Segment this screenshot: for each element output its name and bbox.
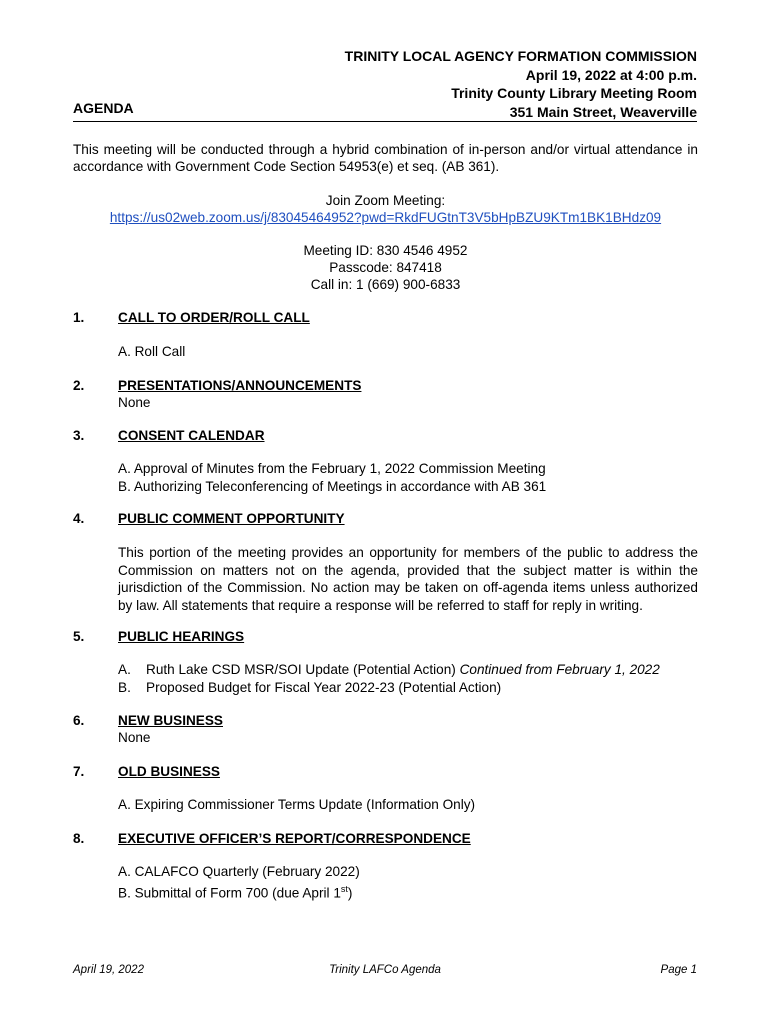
item-subitems bbox=[118, 343, 698, 361]
item-title: NEW BUSINESS bbox=[118, 713, 223, 728]
footer-date: April 19, 2022 bbox=[73, 964, 144, 976]
subitem bbox=[118, 661, 698, 679]
subitem-text: B. Submittal of Form 700 (due April 1 bbox=[118, 885, 341, 901]
item-number: 6. bbox=[73, 713, 85, 728]
item-title: PUBLIC COMMENT OPPORTUNITY bbox=[118, 511, 345, 526]
item-title: PRESENTATIONS/ANNOUNCEMENTS bbox=[118, 378, 362, 393]
intro-paragraph: This meeting will be conducted through a hybrid combination of in-person and/or virtual attendance in accordance with Government Code Section 54953(e) et seq. (AB 361). bbox=[73, 142, 698, 174]
header-divider bbox=[73, 121, 697, 122]
subitem-text-end: ) bbox=[347, 885, 353, 901]
item-subitems bbox=[118, 863, 698, 902]
subitem bbox=[118, 679, 698, 697]
zoom-join-label: Join Zoom Meeting: bbox=[325, 193, 446, 208]
item-title: OLD BUSINESS bbox=[118, 764, 220, 779]
subitem: A. Expiring Commissioner Terms Update (Information Only) bbox=[118, 797, 476, 812]
item-note-text: None bbox=[118, 395, 151, 410]
subitem: A. Approval of Minutes from the February 1, 2022 Commission Meeting bbox=[118, 461, 546, 476]
item-number: 2. bbox=[73, 378, 85, 393]
org-name: TRINITY LOCAL AGENCY FORMATION COMMISSION bbox=[344, 48, 697, 64]
subitem-text: Ruth Lake CSD MSR/SOI Update (Potential Action) bbox=[146, 662, 460, 677]
item-number: 1. bbox=[73, 310, 85, 325]
passcode: Passcode: 847418 bbox=[329, 260, 442, 275]
item-subitems bbox=[118, 460, 698, 495]
zoom-block bbox=[73, 192, 698, 226]
item-number: 7. bbox=[73, 764, 85, 779]
meeting-info bbox=[73, 242, 698, 293]
footer-page-number: Page 1 bbox=[660, 964, 697, 976]
meeting-address: 351 Main Street, Weaverville bbox=[509, 103, 697, 120]
subitem-superscript: st bbox=[340, 883, 348, 894]
item-title: EXECUTIVE OFFICER’S REPORT/CORRESPONDENCE bbox=[118, 831, 471, 846]
item-number: 4. bbox=[73, 511, 85, 526]
footer-title: Trinity LAFCo Agenda bbox=[329, 964, 441, 976]
item-note bbox=[118, 729, 698, 747]
item-number: 3. bbox=[73, 428, 85, 443]
item-title: CONSENT CALENDAR bbox=[118, 428, 265, 443]
item-description: This portion of the meeting provides an opportunity for members of the public to address the Commission on matters not on the agenda, provided that the subject matter is within the jurisdiction of the Commission. No action may be taken on off-agenda items unless authorized by law. All statements that require a response will be referred to staff for reply in writing. bbox=[118, 545, 698, 613]
item-subitems bbox=[118, 796, 698, 814]
item-note-text: None bbox=[118, 730, 151, 745]
subitem: B. Authorizing Teleconferencing of Meetings in accordance with AB 361 bbox=[118, 478, 547, 494]
item-title: CALL TO ORDER/ROLL CALL bbox=[118, 310, 310, 325]
subitem: A. CALAFCO Quarterly (February 2022) bbox=[118, 864, 360, 879]
item-number: 8. bbox=[73, 831, 85, 846]
subitem-letter: B. bbox=[118, 679, 131, 695]
item-note bbox=[118, 394, 698, 412]
subitem bbox=[118, 881, 698, 902]
zoom-link[interactable]: https://us02web.zoom.us/j/83045464952?pwd=RkdFUGtnT3V5bHpBZU9KTm1BK1BHdz09 bbox=[109, 210, 662, 225]
page-title: AGENDA bbox=[73, 100, 134, 116]
meeting-date-time: April 19, 2022 at 4:00 p.m. bbox=[525, 66, 697, 83]
item-number: 5. bbox=[73, 629, 85, 644]
subitem-text: Proposed Budget for Fiscal Year 2022-23 (Potential Action) bbox=[146, 679, 502, 695]
call-in-number: Call in: 1 (669) 900-6833 bbox=[310, 277, 461, 292]
subitem-letter: A. bbox=[118, 662, 131, 677]
meeting-id: Meeting ID: 830 4546 4952 bbox=[303, 243, 468, 258]
meeting-header bbox=[345, 47, 697, 121]
subitem-note: Continued from February 1, 2022 bbox=[459, 662, 660, 677]
item-title: PUBLIC HEARINGS bbox=[118, 629, 245, 644]
meeting-location: Trinity County Library Meeting Room bbox=[451, 85, 697, 101]
subitem: A. Roll Call bbox=[118, 344, 186, 359]
item-subitems bbox=[118, 661, 698, 696]
